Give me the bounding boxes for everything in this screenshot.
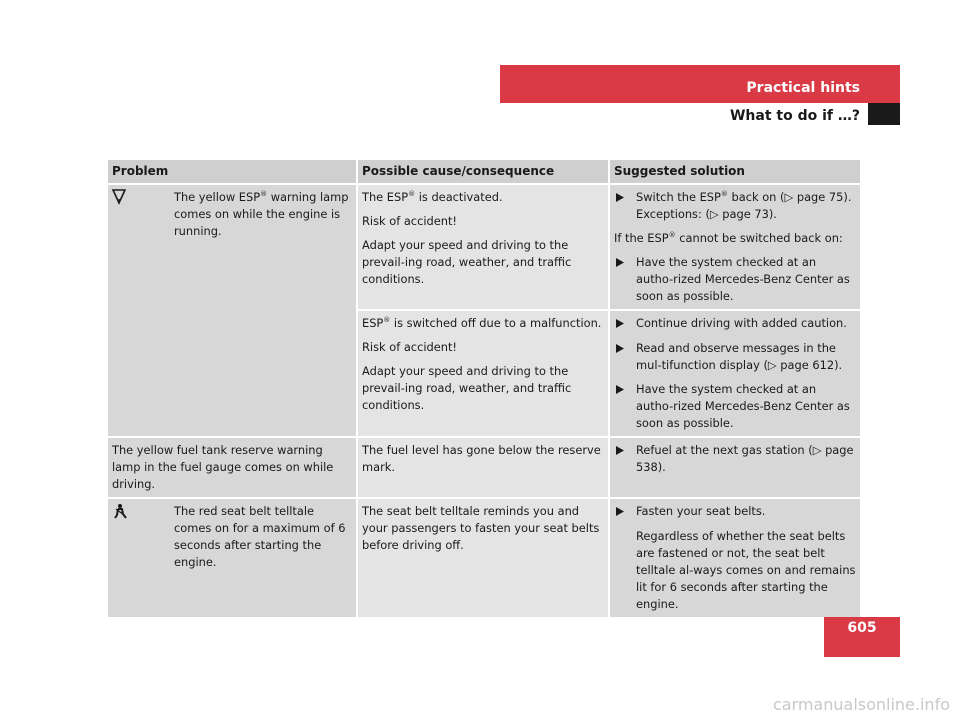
seat-belt-telltale-icon	[112, 503, 168, 571]
arrow-icon	[614, 315, 636, 333]
problem-cell-seatbelt	[108, 499, 356, 619]
page-number: 605	[847, 620, 877, 636]
header-cause: Possible cause/consequence	[356, 160, 608, 185]
list-item: Read and observe messages in the mul-tifunction display (▷ page 612).	[614, 340, 856, 374]
solution-cell-esp-malfunction	[608, 311, 860, 438]
problem-cell-fuel: The yellow fuel tank reserve warning lamp in the fuel gauge comes on while driving.	[108, 438, 356, 499]
cause-cell-seatbelt: The seat belt telltale reminds you and your passengers to fasten your seat belts before driving off.	[356, 499, 608, 619]
table-row	[108, 438, 860, 499]
list-item: Have the system checked at an autho-rized Mercedes-Benz Center as soon as possible.	[614, 381, 856, 432]
solution-cell-esp-deactivated: Switch the ESP® back on (▷ page 75). Exceptions: (▷ page 73). If the ESP® cannot be switched back on: Have the system checked at an autho-rized Mercedes-Benz Center as soon as possible.	[608, 185, 860, 311]
esp-warning-lamp-icon	[112, 189, 168, 240]
solution-cell-seatbelt: Fasten your seat belts. Regardless of whether the seat belts are fastened or not, the seat belt telltale al-ways comes on and remains lit for 6 seconds after starting the engine.	[608, 499, 860, 619]
table-header-row	[108, 160, 860, 185]
header-solution: Suggested solution	[608, 160, 860, 185]
problem-text-esp: The yellow ESP® warning lamp comes on while the engine is running.	[174, 190, 349, 238]
header-black-tab	[868, 103, 900, 125]
header-problem: Problem	[108, 160, 356, 185]
arrow-icon	[614, 503, 636, 521]
cause-cell-esp-deactivated: The ESP® is deactivated. Risk of accident! Adapt your speed and driving to the prevail-ing road, weather, and traffic conditions.	[356, 185, 608, 311]
list-item: Refuel at the next gas station (▷ page 538).	[614, 442, 856, 476]
table-row	[108, 185, 860, 311]
problem-cell-esp	[108, 185, 356, 438]
cause-cell-esp-malfunction: ESP® is switched off due to a malfunction. Risk of accident! Adapt your speed and driving to the prevail-ing road, weather, and traffic conditions.	[356, 311, 608, 438]
arrow-icon	[614, 442, 636, 476]
list-item: Have the system checked at an autho-rized Mercedes-Benz Center as soon as possible.	[614, 254, 856, 305]
problem-text-seatbelt: The red seat belt telltale comes on for a maximum of 6 seconds after starting the engine.	[174, 504, 346, 569]
arrow-icon	[614, 254, 636, 305]
section-title: Practical hints	[746, 80, 860, 96]
solution-cell-fuel	[608, 438, 860, 499]
list-item: Continue driving with added caution.	[614, 315, 856, 333]
cause-cell-fuel: The fuel level has gone below the reserve mark.	[356, 438, 608, 499]
table-row	[108, 499, 860, 619]
subsection-title: What to do if …?	[729, 108, 860, 124]
list-item: Fasten your seat belts.	[614, 503, 856, 521]
arrow-icon	[614, 381, 636, 432]
arrow-icon	[614, 189, 636, 223]
arrow-icon	[614, 340, 636, 374]
list-item: Switch the ESP® back on (▷ page 75). Exceptions: (▷ page 73).	[614, 189, 856, 223]
troubleshooting-table	[108, 160, 860, 619]
watermark: carmanualsonline.info	[772, 695, 950, 714]
